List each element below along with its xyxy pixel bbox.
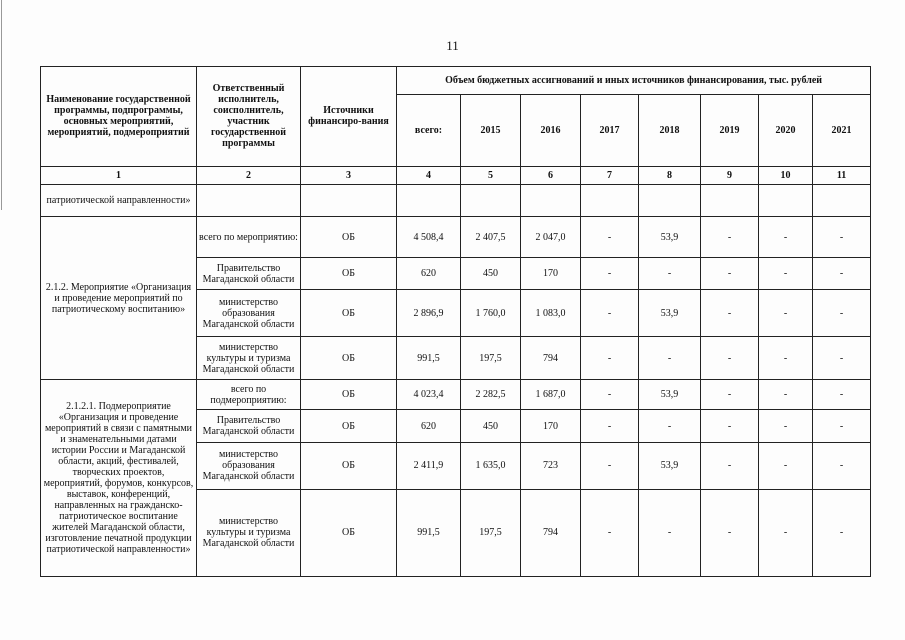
year-value-cell: - [581, 290, 639, 337]
executor-cell: Правительство Магаданской области [197, 257, 301, 290]
year-value-cell: 1 687,0 [521, 379, 581, 409]
executor-cell: всего по подмероприятию: [197, 379, 301, 409]
year-value-cell: - [581, 410, 639, 443]
header-year: 2020 [759, 95, 813, 166]
source-cell: ОБ [301, 442, 397, 489]
source-cell: ОБ [301, 290, 397, 337]
year-value-cell: - [581, 257, 639, 290]
year-value-cell: 2 047,0 [521, 217, 581, 258]
year-value-cell: 53,9 [639, 379, 701, 409]
total-cell: 620 [397, 410, 461, 443]
year-value-cell: 794 [521, 337, 581, 380]
source-cell: ОБ [301, 217, 397, 258]
year-value-cell: - [639, 489, 701, 576]
header-source-col: Источники финансиро-вания [301, 67, 397, 167]
source-cell: ОБ [301, 257, 397, 290]
year-value-cell: - [813, 217, 871, 258]
year-value-cell: - [813, 290, 871, 337]
year-value-cell: - [759, 379, 813, 409]
year-value-cell: - [759, 217, 813, 258]
year-value-cell: - [639, 257, 701, 290]
year-value-cell: - [759, 337, 813, 380]
header-year: 2021 [813, 95, 871, 166]
executor-cell: министерство культуры и туризма Магаданской области [197, 489, 301, 576]
year-value-cell: 1 635,0 [461, 442, 521, 489]
total-cell: 4 023,4 [397, 379, 461, 409]
year-value-cell: 2 407,5 [461, 217, 521, 258]
continuation-name: патриотической направленности» [41, 184, 197, 217]
total-cell: 2 896,9 [397, 290, 461, 337]
total-cell: 991,5 [397, 337, 461, 380]
executor-cell: министерство образования Магаданской области [197, 442, 301, 489]
column-number: 6 [521, 166, 581, 184]
column-number: 4 [397, 166, 461, 184]
column-number-row [41, 166, 871, 184]
source-cell: ОБ [301, 489, 397, 576]
header-row-top [41, 67, 871, 95]
year-value-cell: - [701, 442, 759, 489]
source-cell: ОБ [301, 337, 397, 380]
year-value-cell: 1 083,0 [521, 290, 581, 337]
year-value-cell: - [701, 217, 759, 258]
activity-name: 2.1.2. Мероприятие «Организация и проведение мероприятий по патриотическому воспитанию» [41, 217, 197, 380]
year-value-cell: - [759, 489, 813, 576]
year-value-cell: - [581, 442, 639, 489]
year-value-cell: 450 [461, 257, 521, 290]
year-value-cell: 53,9 [639, 290, 701, 337]
header-year: 2015 [461, 95, 521, 166]
header-budget-super: Объем бюджетных ассигнований и иных источников финансирования, тыс. рублей [397, 67, 871, 95]
year-value-cell: - [813, 337, 871, 380]
column-number: 1 [41, 166, 197, 184]
source-cell: ОБ [301, 410, 397, 443]
year-value-cell: - [639, 337, 701, 380]
year-value-cell: - [581, 337, 639, 380]
executor-cell: министерство культуры и туризма Магаданской области [197, 337, 301, 380]
year-value-cell: - [639, 410, 701, 443]
year-value-cell: 53,9 [639, 217, 701, 258]
table-row [41, 217, 871, 258]
total-cell: 2 411,9 [397, 442, 461, 489]
year-value-cell: 1 760,0 [461, 290, 521, 337]
source-cell: ОБ [301, 379, 397, 409]
subactivity-name: 2.1.2.1. Подмероприятие «Организация и проведение мероприятий в связи с памятными и знаменательными датами истории России и Магаданской области, акций, фестивалей, творческих проектов, мероприятий, форумов, конкурсов, выставок, конференций, направленных на гражданско-патриотическое воспитание жителей Магаданской области, изготовление печатной продукции патриотической направленности» [41, 379, 197, 576]
year-value-cell: 450 [461, 410, 521, 443]
executor-cell: министерство образования Магаданской области [197, 290, 301, 337]
year-value-cell: 197,5 [461, 489, 521, 576]
year-value-cell: - [759, 290, 813, 337]
year-value-cell: - [813, 379, 871, 409]
year-value-cell: - [701, 410, 759, 443]
column-number: 10 [759, 166, 813, 184]
column-number: 9 [701, 166, 759, 184]
total-cell: 620 [397, 257, 461, 290]
year-value-cell: - [813, 410, 871, 443]
total-cell: 4 508,4 [397, 217, 461, 258]
year-value-cell: 170 [521, 257, 581, 290]
column-number: 3 [301, 166, 397, 184]
year-value-cell: 2 282,5 [461, 379, 521, 409]
year-value-cell: 197,5 [461, 337, 521, 380]
page-number: 11 [446, 38, 459, 53]
column-number: 2 [197, 166, 301, 184]
header-year: 2019 [701, 95, 759, 166]
year-value-cell: - [581, 217, 639, 258]
year-value-cell: - [759, 442, 813, 489]
header-name-col: Наименование государственной программы, подпрограммы, основных мероприятий, мероприятий, подмероприятий [41, 67, 197, 167]
year-value-cell: 723 [521, 442, 581, 489]
header-total: всего: [397, 95, 461, 166]
year-value-cell: - [701, 489, 759, 576]
column-number: 5 [461, 166, 521, 184]
year-value-cell: - [701, 257, 759, 290]
executor-cell: всего по мероприятию: [197, 217, 301, 258]
year-value-cell: - [759, 257, 813, 290]
scan-edge-mark [1, 0, 2, 210]
column-number: 8 [639, 166, 701, 184]
column-number: 11 [813, 166, 871, 184]
year-value-cell: - [701, 337, 759, 380]
year-value-cell: - [581, 379, 639, 409]
year-value-cell: 794 [521, 489, 581, 576]
year-value-cell: - [813, 489, 871, 576]
header-year: 2018 [639, 95, 701, 166]
year-value-cell: - [701, 290, 759, 337]
year-value-cell: 170 [521, 410, 581, 443]
column-number: 7 [581, 166, 639, 184]
executor-cell: Правительство Магаданской области [197, 410, 301, 443]
year-value-cell: - [813, 257, 871, 290]
budget-table [40, 66, 871, 577]
header-year: 2016 [521, 95, 581, 166]
header-year: 2017 [581, 95, 639, 166]
header-executor-col: Ответственный исполнитель, соисполнитель, участник государственной программы [197, 67, 301, 167]
continuation-row [41, 184, 871, 217]
total-cell: 991,5 [397, 489, 461, 576]
table-row [41, 379, 871, 409]
year-value-cell: - [581, 489, 639, 576]
year-value-cell: 53,9 [639, 442, 701, 489]
year-value-cell: - [813, 442, 871, 489]
year-value-cell: - [701, 379, 759, 409]
year-value-cell: - [759, 410, 813, 443]
